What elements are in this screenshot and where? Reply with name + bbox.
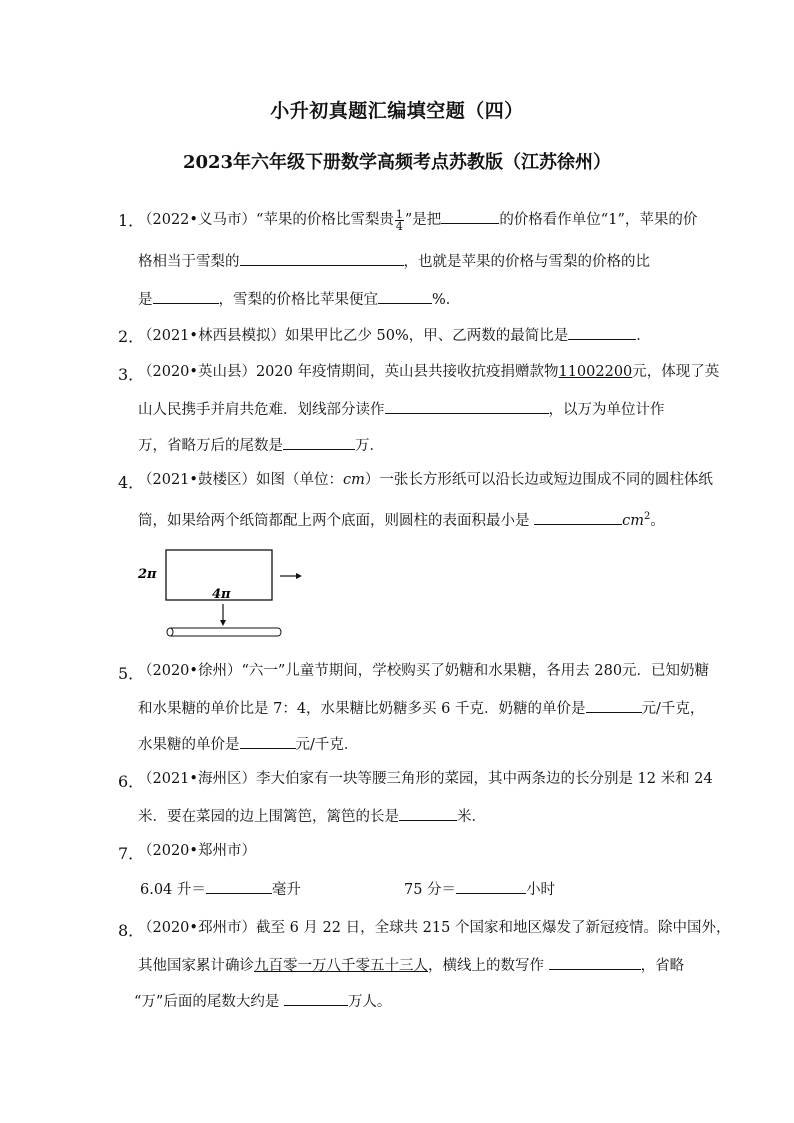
question-4-text: ）一张长方形纸可以沿长边或短边围成不同的圆柱体纸 — [364, 472, 713, 488]
question-6-number: 6． — [118, 772, 145, 791]
answer-blank[interactable] — [549, 954, 641, 970]
question-6-text: 米．要在菜园的边上围篱笆，篱笆的长是 — [138, 809, 399, 825]
unit-cm-squared: cm — [622, 512, 644, 529]
question-1-line-3 — [138, 288, 460, 310]
superscript-2: 2 — [643, 511, 651, 522]
question-7-source: （2020•郑州市） — [138, 843, 256, 859]
question-5-text: 和水果糖的单价比是 7：4，水果糖比奶糖多买 6 千克．奶糖的单价是 — [138, 701, 586, 717]
question-1-text: ”是把 — [404, 212, 442, 228]
question-1-number: 1． — [118, 211, 145, 230]
question-5-text: 元/千克． — [295, 737, 359, 753]
question-3-line-3 — [138, 434, 384, 456]
question-1-text: ，雪梨的价格比苹果便宜 — [218, 292, 378, 308]
question-3-text: ，以万为单位计作 — [548, 402, 665, 418]
underlined-amount: 11002200 — [558, 364, 633, 380]
question-1-text: ，也就是苹果的价格与雪梨的价格的比 — [403, 254, 650, 270]
answer-blank[interactable] — [153, 288, 219, 304]
question-8-text: ，横线上的数写作 — [428, 958, 544, 974]
question-8-text: （2020•邳州市）截至 6 月 22 日，全球共 215 个国家和地区爆发了新冠疫情。除中国外， — [138, 920, 731, 936]
unit-cm: cm — [342, 472, 365, 488]
question-7-text: 75 分＝ — [404, 882, 457, 898]
question-4-text: 筒，如果给两个纸筒都配上两个底面，则圆柱的表面积最小是 — [138, 512, 530, 529]
question-8-text: ，省略 — [640, 958, 685, 974]
question-1-text: %． — [432, 292, 461, 308]
question-4-number: 4． — [118, 473, 145, 492]
arrow-right-head — [296, 573, 302, 579]
question-1-source: （2022•义马市） — [138, 212, 256, 228]
question-6-text: 米． — [457, 809, 486, 825]
arrow-down-head — [220, 620, 226, 626]
question-5-line-2 — [138, 697, 704, 719]
fraction-one-quarter: $\frac{1}{4}$ — [395, 207, 403, 233]
question-7-text: 小时 — [526, 882, 556, 898]
question-8-line-3 — [134, 990, 391, 1012]
question-6-text: （2021•海州区）李大伯家有一块等腰三角形的菜园，其中两条边的长分别是 12 米和 24 — [138, 771, 713, 787]
question-1-line-1 — [138, 208, 697, 232]
answer-blank[interactable] — [385, 398, 549, 414]
question-7-part-b — [404, 878, 555, 900]
question-3-line-2 — [138, 398, 665, 420]
document-subtitle: 2023年六年级下册数学高频考点苏教版（江苏徐州） — [182, 152, 612, 173]
question-8-line-2 — [138, 954, 684, 976]
question-5-line-1 — [138, 661, 709, 681]
question-1-text: 的价格看作单位“1”，苹果的价 — [499, 212, 698, 228]
question-4-line-2 — [138, 507, 665, 531]
question-5-number: 5． — [118, 664, 145, 683]
question-5-line-3 — [138, 733, 358, 755]
question-3-line-1 — [138, 362, 719, 382]
question-5-text: 水果糖的单价是 — [138, 737, 240, 753]
question-3-text: 万，省略万后的尾数是 — [138, 438, 283, 454]
question-3-text: （2020•英山县）2020 年疫情期间，英山县共接收抗疫捐赠款物 — [138, 364, 559, 380]
answer-blank[interactable] — [534, 509, 622, 525]
rectangle-cylinder-figure — [132, 540, 312, 645]
answer-blank[interactable] — [284, 990, 348, 1006]
question-4-line-1 — [138, 470, 713, 490]
question-1-text: 格相当于雪梨的 — [138, 254, 240, 270]
question-2-line-1 — [138, 324, 651, 346]
question-2-number: 2． — [118, 327, 145, 346]
answer-blank[interactable] — [586, 697, 642, 713]
answer-blank[interactable] — [399, 805, 457, 821]
question-3-text: 万． — [355, 438, 384, 454]
label-long-side: 4π — [212, 587, 231, 602]
question-8-text: 万人。 — [347, 994, 392, 1010]
question-1-text: “苹果的价格比雪梨贵 — [255, 212, 394, 228]
question-2-text: ． — [636, 328, 651, 344]
question-7-text: 毫升 — [271, 882, 301, 898]
question-3-text: 元，体现了英 — [632, 364, 720, 380]
question-7-text: 6.04 升＝ — [140, 882, 206, 898]
answer-blank[interactable] — [240, 250, 404, 266]
question-2-text: （2021•林西县模拟）如果甲比乙少 50%，甲、乙两数的最简比是 — [138, 328, 569, 344]
document-title: 小升初真题汇编填空题（四） — [270, 100, 524, 122]
answer-blank[interactable] — [456, 878, 526, 894]
question-8-text: 其他国家累计确诊 — [138, 958, 254, 974]
answer-blank[interactable] — [441, 208, 499, 224]
answer-blank[interactable] — [283, 434, 355, 450]
question-7-line-1 — [138, 841, 256, 861]
question-5-text: （2020•徐州）“六一”儿童节期间，学校购买了奶糖和水果糖，各用去 280元．已知奶糖 — [138, 663, 710, 679]
answer-blank[interactable] — [378, 288, 432, 304]
question-8-text: “万”后面的尾数大约是 — [134, 994, 280, 1010]
underlined-number-words: 九百零一万八千零五十三人 — [254, 958, 428, 974]
question-1-line-2 — [138, 250, 650, 272]
question-4-text: 。 — [650, 512, 665, 529]
question-4-text: （2021•鼓楼区）如图（单位： — [138, 472, 343, 488]
question-3-number: 3． — [118, 365, 145, 384]
question-5-text: 元/千克， — [641, 701, 705, 717]
answer-blank[interactable] — [206, 878, 272, 894]
question-8-line-1 — [138, 918, 730, 938]
label-short-side: 2π — [138, 567, 157, 582]
question-8-number: 8． — [118, 921, 145, 940]
question-1-text: 是 — [138, 292, 153, 308]
question-7-number: 7． — [118, 844, 145, 863]
question-7-part-a — [140, 878, 301, 900]
answer-blank[interactable] — [568, 324, 636, 340]
question-6-line-1 — [138, 769, 713, 789]
question-3-text: 山人民携手并肩共危难．划线部分读作 — [138, 402, 385, 418]
answer-blank[interactable] — [240, 733, 296, 749]
question-6-line-2 — [138, 805, 486, 827]
long-cylinder — [167, 628, 281, 636]
